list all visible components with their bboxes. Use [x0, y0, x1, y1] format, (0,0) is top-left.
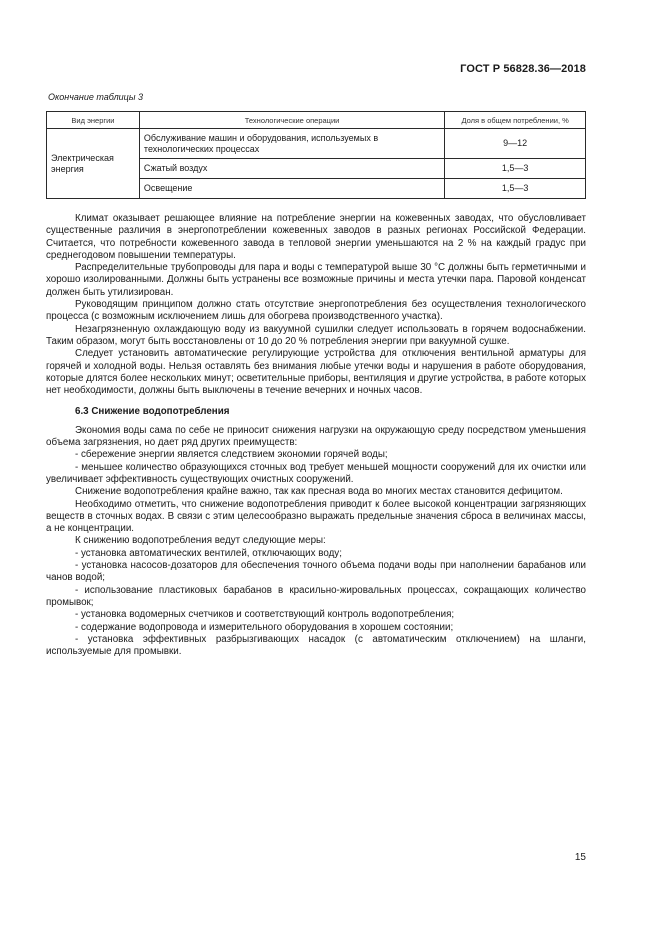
paragraph: Экономия воды сама по себе не приносит снижения нагрузки на окружающую среду посредством уменьшения объема загрязнения, но дает ряд других преимуществ:	[46, 424, 586, 449]
operation-cell: Обслуживание машин и оборудования, используемых в технологических процессах	[139, 129, 444, 159]
share-cell: 9—12	[445, 129, 586, 159]
operation-cell: Сжатый воздух	[139, 159, 444, 179]
share-cell: 1,5—3	[445, 159, 586, 179]
list-item: - меньшее количество образующихся сточных вод требует меньшей мощности сооружений для их очистки или увеличивает эффективность существующих очистных сооружений.	[46, 461, 586, 485]
section-heading: 6.3 Снижение водопотребления	[75, 406, 230, 418]
document-id: ГОСТ Р 56828.36—2018	[460, 63, 586, 75]
table-header-row	[47, 112, 586, 129]
operation-cell: Освещение	[139, 179, 444, 199]
page-number: 15	[574, 852, 586, 863]
paragraph: Климат оказывает решающее влияние на потребление энергии на кожевенных заводах, что обусловливает существенные различия в энергопотреблении кожевенных заводов в разных регионах Российской Федерации. Считается, что потребности кожевенного завода в тепловой энергии уменьшаются на 2 % на каждый градус при среднегодовом повышении температуры.	[46, 213, 586, 261]
list-item: - содержание водопровода и измерительного оборудования в хорошем состоянии;	[75, 621, 454, 633]
list-item: - использование пластиковых барабанов в красильно-жировальных процессах, сокращающих количество промывок;	[46, 584, 586, 608]
list-item: - установка автоматических вентилей, отключающих воду;	[75, 547, 342, 559]
list-item: - сбережение энергии является следствием экономии горячей воды;	[75, 449, 388, 461]
energy-type-cell: Электрическая энергия	[47, 129, 140, 199]
paragraph: Следует установить автоматические регулирующие устройства для отключения вентильной арматуры для горячей и холодной воды. Нельзя оставлять без внимания любые утечки воды и нарушения в работе оборудования, которые длятся более нескольких минут; осветительные приборы, вентиляция и другие устройства, в работе которых нет необходимости, должны быть выключены в течение вечерних и ночных часов.	[46, 348, 586, 397]
column-header-share: Доля в общем потреблении, %	[445, 112, 586, 129]
energy-table	[46, 111, 586, 199]
paragraph: Снижение водопотребления крайне важно, так как пресная вода во многих местах становится дефицитом.	[75, 486, 563, 498]
column-header-operations: Технологические операции	[139, 112, 444, 129]
body-text	[46, 213, 586, 658]
paragraph: К снижению водопотребления ведут следующие меры:	[75, 535, 326, 547]
table-row	[47, 129, 586, 159]
paragraph: Руководящим принципом должно стать отсутствие энергопотребления без осуществления технологического процесса (с возможным исключением лишь для обогрева производственного участка).	[46, 299, 586, 323]
list-item: - установка водомерных счетчиков и соответствующий контроль водопотребления;	[75, 609, 455, 621]
column-header-energy-type: Вид энергии	[47, 112, 140, 129]
paragraph: Распределительные трубопроводы для пара и воды с температурой выше 30 °С должны быть герметичными и хорошо изолированными. Должны быть устранены все возможные причины и места утечки пара. Паровой конденсат должен быть утилизирован.	[46, 262, 586, 298]
paragraph: Незагрязненную охлаждающую воду из вакуумной сушилки следует использовать в горячем водоснабжении. Таким образом, могут быть восстановлены от 10 до 20 % потребления энергии при вакуумной сушке.	[46, 323, 586, 347]
table-caption: Окончание таблицы 3	[48, 92, 143, 102]
share-cell: 1,5—3	[445, 179, 586, 199]
list-item: - установка эффективных разбрызгивающих насадок (с автоматическим отключением) на шланги, используемые для промывки.	[46, 633, 586, 658]
list-item: - установка насосов-дозаторов для обеспечения точного объема подачи воды при наполнении барабанов или чанов водой;	[46, 560, 586, 584]
paragraph: Необходимо отметить, что снижение водопотребления приводит к более высокой концентрации загрязняющих веществ в сточных водах. В связи с этим целесообразно выражать предельные значения сброса в величинах массы, а не концентрации.	[46, 498, 586, 535]
